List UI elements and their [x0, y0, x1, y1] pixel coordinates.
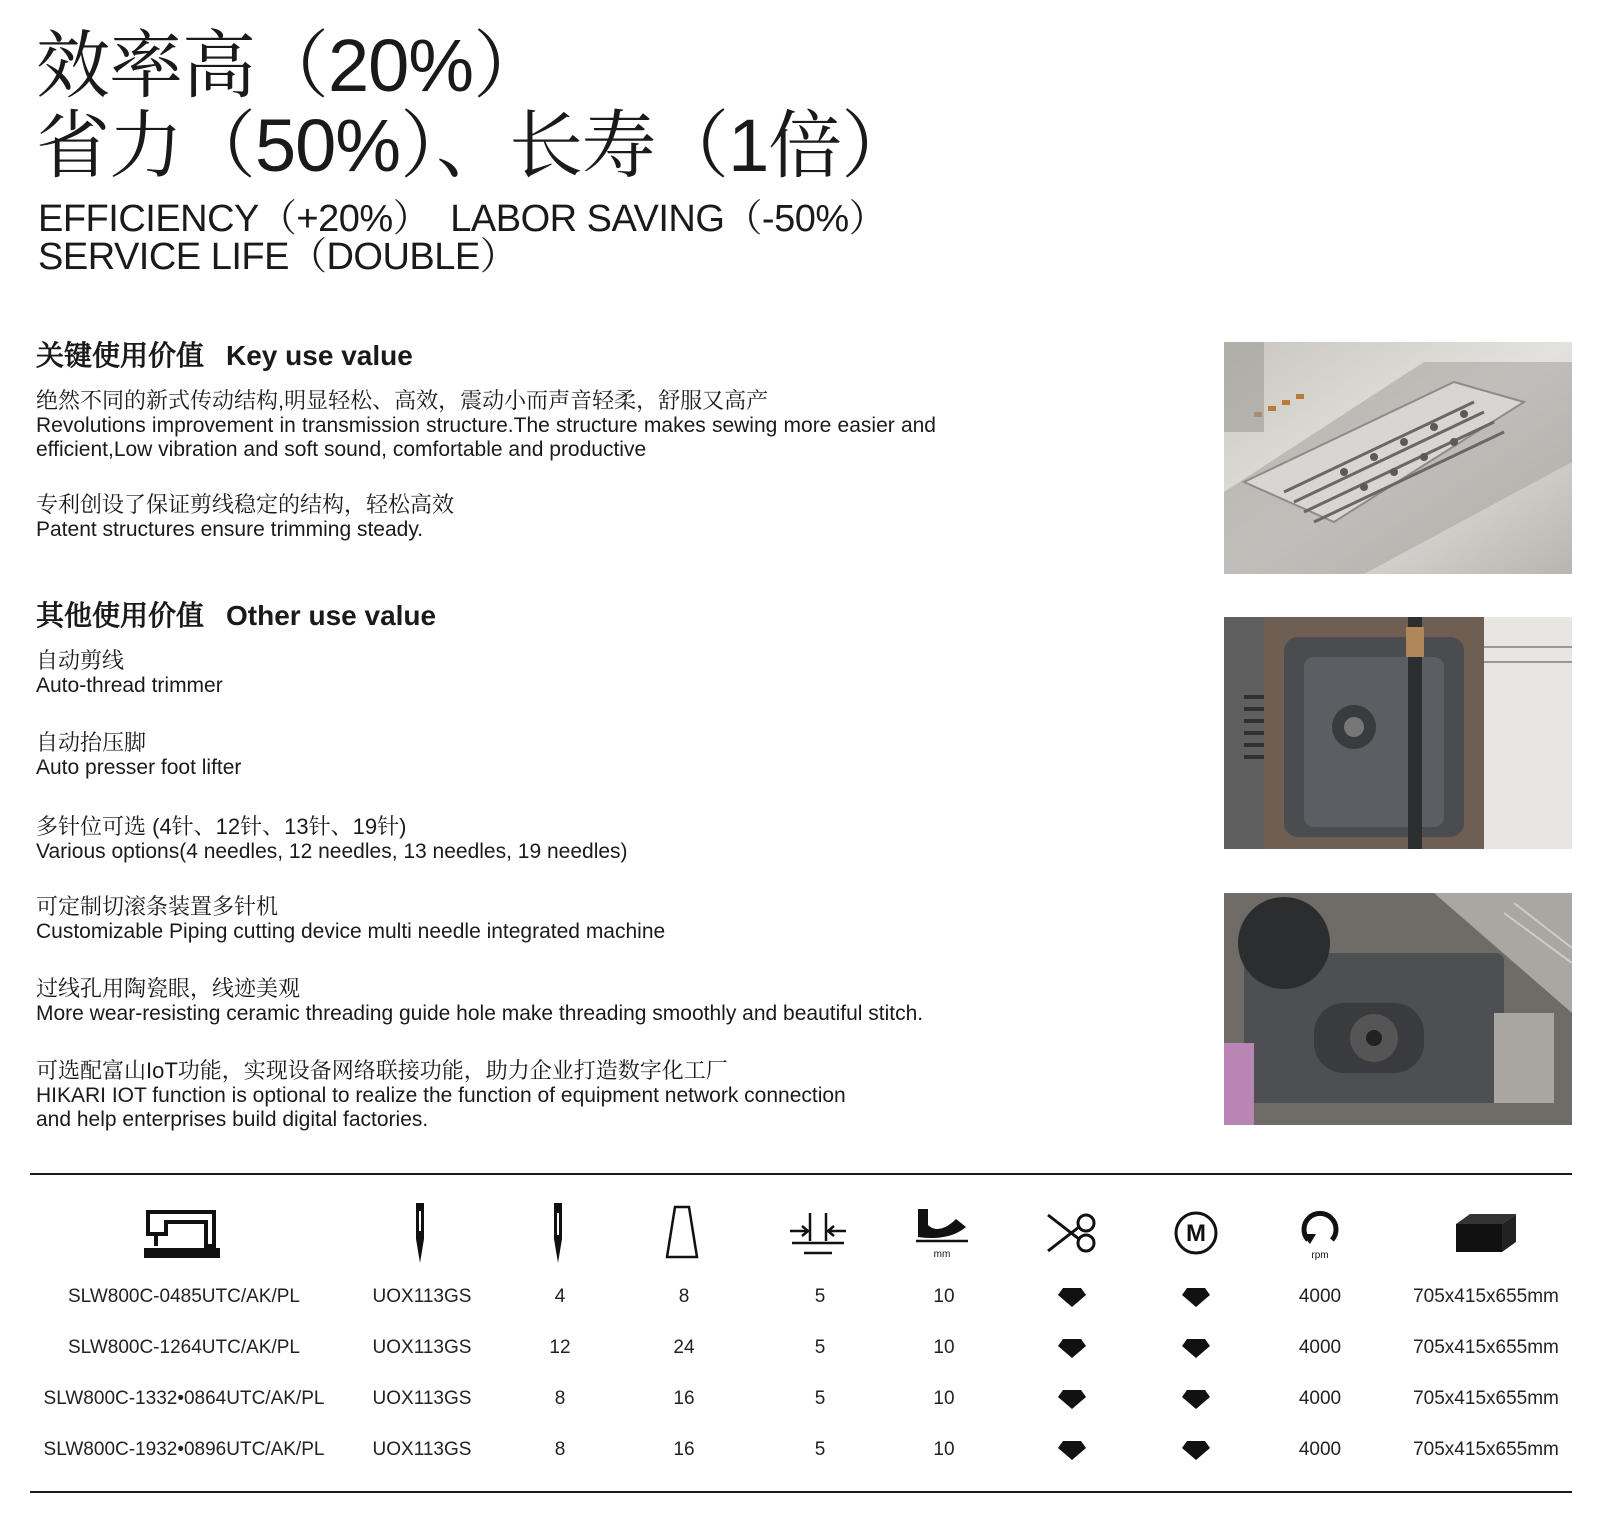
other-use-item — [36, 648, 996, 698]
spec-cell: 5 — [814, 1439, 826, 1460]
spec-cell: 5 — [814, 1388, 826, 1409]
spec-cell: SLW800C-0485UTC/AK/PL — [68, 1286, 300, 1307]
other-use-item-en: HIKARI IOT function is optional to realize the function of equipment network connection — [36, 1084, 846, 1107]
photo-shaft-closeup — [1224, 893, 1572, 1125]
spec-cell: UOX113GS — [372, 1439, 472, 1460]
key-use-item-2 — [36, 492, 996, 542]
svg-text:mm: mm — [933, 1249, 951, 1260]
spec-cell: 24 — [673, 1337, 695, 1358]
motor-available-icon — [1156, 1286, 1236, 1308]
title-en-line1: EFFICIENCY（+20%） LABOR SAVING（-50%） — [38, 198, 887, 240]
spec-cell: UOX113GS — [372, 1388, 472, 1409]
spec-cell: SLW800C-1264UTC/AK/PL — [68, 1337, 300, 1358]
title-en-line2: SERVICE LIFE（DOUBLE） — [38, 236, 518, 278]
key-use-item-en: Patent structures ensure trimming steady. — [36, 518, 424, 541]
spec-cell: 705x415x655mm — [1413, 1439, 1559, 1460]
spec-cell: 705x415x655mm — [1413, 1388, 1559, 1409]
other-use-heading-cn: 其他使用价值 — [36, 600, 205, 631]
other-use-item — [36, 814, 996, 864]
other-use-heading — [36, 594, 436, 634]
key-use-heading-cn: 关键使用价值 — [36, 340, 205, 371]
spec-cell: 10 — [933, 1286, 955, 1307]
key-use-item-en: Revolutions improvement in transmission structure.The structure makes sewing more easier and efficient,Low vibration and soft sound, comfortable and productive — [36, 414, 936, 461]
photo-needle-bar-closeup — [1224, 342, 1572, 574]
needle-count-icon — [508, 1203, 608, 1263]
spec-cell: 16 — [673, 1439, 695, 1460]
scissors-icon — [1022, 1203, 1122, 1263]
thread-cone-icon — [632, 1203, 732, 1263]
other-use-item — [36, 1058, 996, 1132]
presser-foot-mm-icon — [892, 1203, 992, 1263]
spec-cell: SLW800C-1932•0896UTC/AK/PL — [43, 1439, 325, 1460]
sewing-machine-icon — [132, 1203, 232, 1263]
other-use-item-en-2: and help enterprises build digital factories. — [36, 1108, 429, 1131]
spec-cell: 4000 — [1298, 1388, 1342, 1409]
other-use-item-cn: 过线孔用陶瓷眼，线迹美观 — [36, 976, 301, 1001]
svg-text:rpm: rpm — [1311, 1250, 1329, 1260]
other-use-item-en: Various options(4 needles, 12 needles, 13 needles, 19 needles) — [36, 840, 628, 863]
spec-cell: 5 — [814, 1337, 826, 1358]
stitch-length-icon — [768, 1203, 868, 1263]
spec-cell: 4000 — [1298, 1286, 1342, 1307]
other-use-item-en: Auto-thread trimmer — [36, 674, 223, 697]
spec-cell: 705x415x655mm — [1413, 1337, 1559, 1358]
other-use-item — [36, 894, 996, 944]
key-use-item-1 — [36, 388, 996, 462]
motor-available-icon — [1156, 1337, 1236, 1359]
photo-mechanism-closeup — [1224, 617, 1572, 849]
spec-cell: 705x415x655mm — [1413, 1286, 1559, 1307]
spec-cell: SLW800C-1332•0864UTC/AK/PL — [43, 1388, 325, 1409]
spec-cell: 10 — [933, 1388, 955, 1409]
title-cn-line2: 省力（50%）、长寿（1倍） — [36, 104, 915, 187]
spec-table-top-rule — [30, 1173, 1572, 1175]
rpm-icon — [1270, 1203, 1370, 1263]
motor-available-icon — [1156, 1439, 1236, 1461]
needle-icon — [370, 1203, 470, 1263]
spec-cell: 10 — [933, 1337, 955, 1358]
other-use-item-cn: 多针位可选 (4针、12针、13针、19针) — [36, 814, 407, 839]
motor-m-icon — [1146, 1203, 1246, 1263]
spec-cell: 8 — [554, 1439, 566, 1460]
spec-cell: UOX113GS — [372, 1286, 472, 1307]
other-use-item-cn: 自动抬压脚 — [36, 730, 147, 755]
other-use-item-cn: 自动剪线 — [36, 648, 125, 673]
key-use-item-cn: 绝然不同的新式传动结构,明显轻松、高效，震动小而声音轻柔，舒服又高产 — [36, 388, 769, 413]
spec-cell: 5 — [814, 1286, 826, 1307]
other-use-item-en: More wear-resisting ceramic threading guide hole make threading smoothly and beautiful stitch. — [36, 1002, 924, 1025]
key-use-heading-en: Key use value — [226, 340, 413, 371]
spec-cell: 8 — [554, 1388, 566, 1409]
other-use-item-cn: 可选配富山IoT功能，实现设备网络联接功能，助力企业打造数字化工厂 — [36, 1058, 728, 1083]
spec-table-bottom-rule — [30, 1491, 1572, 1493]
title-cn-line1: 效率高（20%） — [36, 24, 547, 107]
motor-available-icon — [1156, 1388, 1236, 1410]
box-dimensions-icon — [1436, 1203, 1536, 1263]
key-use-heading — [36, 334, 413, 374]
spec-cell: 8 — [678, 1286, 690, 1307]
other-use-item-en: Auto presser foot lifter — [36, 756, 242, 779]
key-use-item-cn: 专利创设了保证剪线稳定的结构，轻松高效 — [36, 492, 455, 517]
spec-cell: 4000 — [1298, 1337, 1342, 1358]
other-use-item — [36, 730, 996, 780]
trimmer-available-icon — [1032, 1388, 1112, 1410]
trimmer-available-icon — [1032, 1337, 1112, 1359]
spec-cell: UOX113GS — [372, 1337, 472, 1358]
trimmer-available-icon — [1032, 1439, 1112, 1461]
spec-cell: 12 — [549, 1337, 571, 1358]
svg-text:M: M — [1186, 1220, 1206, 1247]
spec-cell: 4000 — [1298, 1439, 1342, 1460]
spec-cell: 10 — [933, 1439, 955, 1460]
other-use-heading-en: Other use value — [226, 600, 437, 631]
trimmer-available-icon — [1032, 1286, 1112, 1308]
spec-cell: 4 — [554, 1286, 566, 1307]
other-use-item — [36, 976, 1036, 1026]
other-use-item-en: Customizable Piping cutting device multi needle integrated machine — [36, 920, 666, 943]
other-use-item-cn: 可定制切滚条装置多针机 — [36, 894, 279, 919]
spec-cell: 16 — [673, 1388, 695, 1409]
